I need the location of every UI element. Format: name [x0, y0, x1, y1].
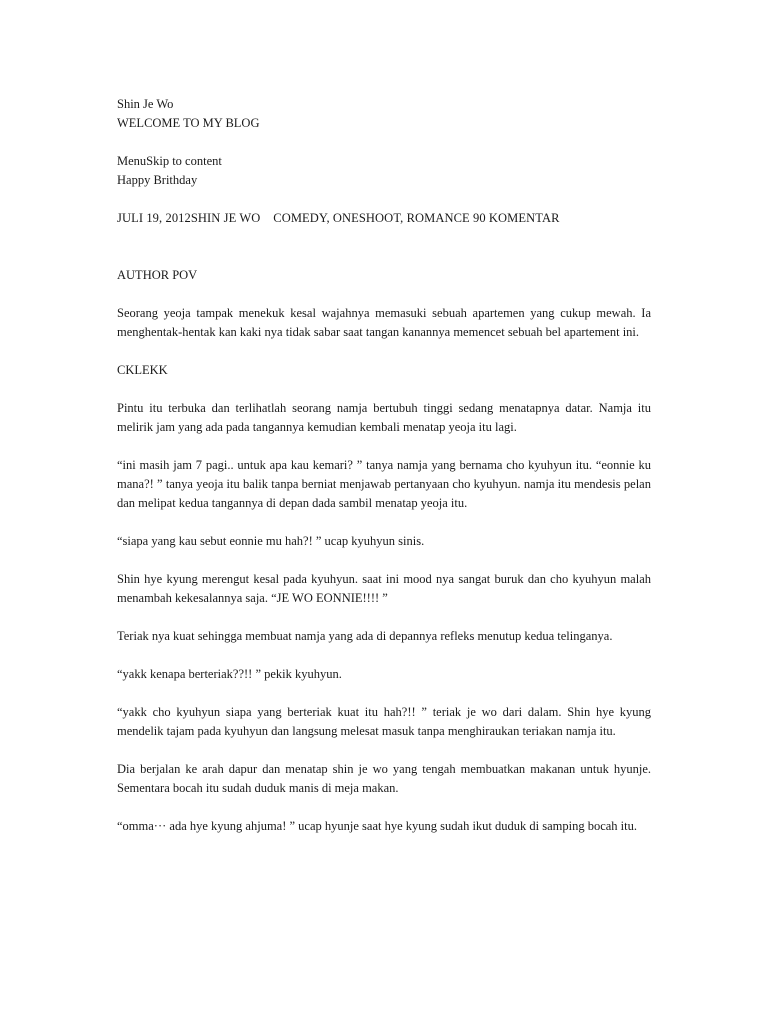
paragraph: Seorang yeoja tampak menekuk kesal wajahnya memasuki sebuah apartemen yang cukup mewah. Ia menghentak-hentak kan kaki nya tidak sabar saat tangan kanannya memencet sebuah bel apartement ini. — [117, 306, 651, 339]
spacer — [117, 342, 651, 361]
spacer — [117, 228, 651, 247]
blog-welcome: WELCOME TO MY BLOG — [117, 116, 260, 130]
spacer — [117, 646, 651, 665]
spacer — [117, 551, 651, 570]
paragraph: “yakk cho kyuhyun siapa yang berteriak kuat itu hah?!! ” teriak je wo dari dalam. Shin hye kyung mendelik tajam pada kyuhyun dan langsung melesat masuk tanpa menghiraukan teriakan namja itu. — [117, 705, 651, 738]
post-meta: JULI 19, 2012SHIN JE WO COMEDY, ONESHOOT, ROMANCE 90 KOMENTAR — [117, 211, 560, 225]
spacer — [117, 380, 651, 399]
spacer — [117, 684, 651, 703]
spacer — [117, 798, 651, 817]
spacer — [117, 741, 651, 760]
spacer — [117, 133, 651, 152]
spacer — [117, 437, 651, 456]
document-page — [117, 95, 651, 836]
paragraph: Pintu itu terbuka dan terlihatlah seorang namja bertubuh tinggi sedang menatapnya datar. Namja itu melirik jam yang ada pada tangannya kemudian kembali menatap yeoja itu lagi. — [117, 401, 651, 434]
post-title: Happy Brithday — [117, 173, 198, 187]
spacer — [117, 190, 651, 209]
paragraph: “ini masih jam 7 pagi.. untuk apa kau kemari? ” tanya namja yang bernama cho kyuhyun itu. “eonnie ku mana?! ” tanya yeoja itu balik tanpa berniat menjawab pertanyaan cho kyuhyun. namja itu mendesis pelan dan melipat kedua tangannya di depan dada sambil menatap yeoja itu. — [117, 458, 651, 510]
spacer — [117, 513, 651, 532]
paragraph: Teriak nya kuat sehingga membuat namja yang ada di depannya refleks menutup kedua telinganya. — [117, 629, 613, 643]
paragraph: Shin hye kyung merengut kesal pada kyuhyun. saat ini mood nya sangat buruk dan cho kyuhyun malah menambah kekesalannya saja. “JE WO EONNIE!!!! ” — [117, 572, 651, 605]
paragraph: “yakk kenapa berteriak??!! ” pekik kyuhyun. — [117, 667, 342, 681]
paragraph: CKLEKK — [117, 363, 168, 377]
menu-skip-link[interactable]: MenuSkip to content — [117, 154, 222, 168]
section-title: AUTHOR POV — [117, 268, 198, 282]
paragraph: “omma··· ada hye kyung ahjuma! ” ucap hyunje saat hye kyung sudah ikut duduk di samping bocah itu. — [117, 819, 638, 833]
paragraph: Dia berjalan ke arah dapur dan menatap shin je wo yang tengah membuatkan makanan untuk hyunje. Sementara bocah itu sudah duduk manis di meja makan. — [117, 762, 651, 795]
spacer — [117, 285, 651, 304]
spacer — [117, 247, 651, 266]
paragraph: “siapa yang kau sebut eonnie mu hah?! ” ucap kyuhyun sinis. — [117, 534, 425, 548]
spacer — [117, 608, 651, 627]
author-name: Shin Je Wo — [117, 97, 174, 111]
